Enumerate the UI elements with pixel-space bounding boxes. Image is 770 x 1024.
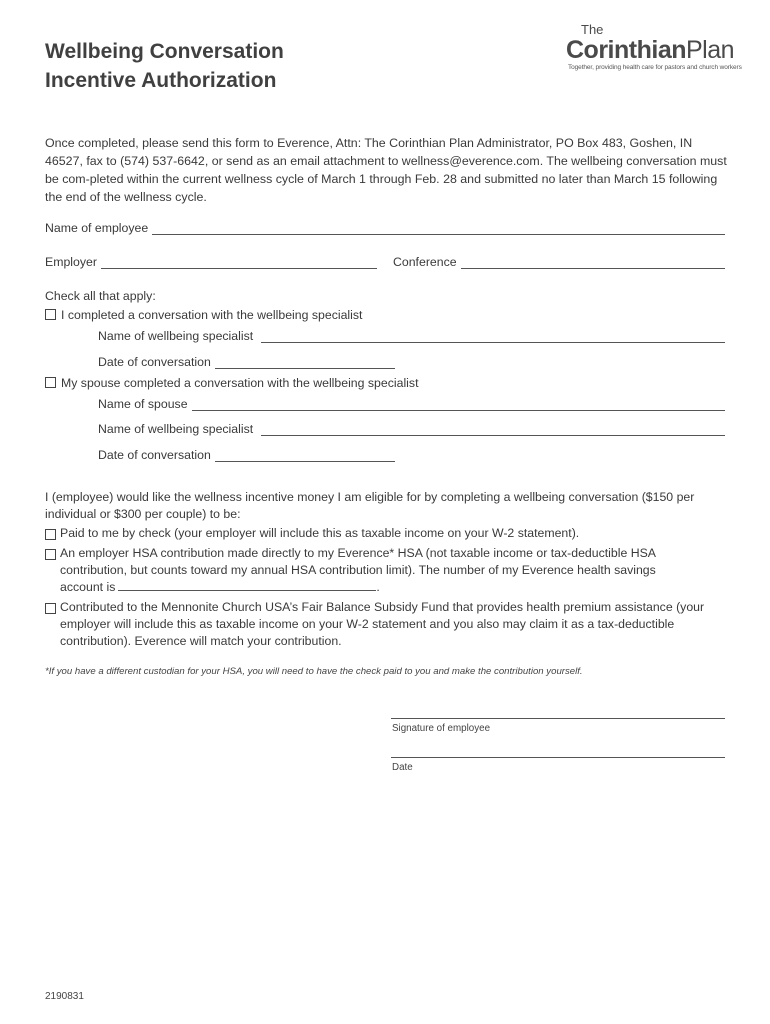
- hsa-account-number-end: .: [376, 580, 380, 594]
- spouse-date-field[interactable]: [215, 449, 395, 462]
- conference-field[interactable]: [461, 256, 725, 269]
- signature-date-field[interactable]: [391, 757, 725, 758]
- corinthian-plan-logo: [566, 22, 742, 74]
- spouse-specialist-row: [98, 422, 725, 436]
- hsa-footnote: *If you have a different custodian for your HSA, you will need to have the check paid to you and make the contribution yourself.: [45, 666, 583, 677]
- fund-contribution-checkbox[interactable]: [45, 603, 56, 614]
- form-title-line1: Wellbeing Conversation: [45, 40, 284, 63]
- intro-instructions: Once completed, please send this form to Everence, Attn: The Corinthian Plan Administrator, PO Box 483, Goshen, IN 46527, fax to (574) 537-6642, or send as an email attachment to wellness@everence.com. The wellbeing conversation must be com-pleted within the current wellness cycle of March 1 through Feb. 28 and submitted no later than March 15 following the end of the wellness cycle.: [45, 136, 727, 204]
- employee-name-field[interactable]: [152, 222, 725, 235]
- fund-contribution-label: Contributed to the Mennonite Church USA’s Fair Balance Subsidy Fund that provides health premium assistance (your employer will include this as taxable income on your W-2 statement and you also may claim it as a tax-deductible contribution). Everence will match your contribution.: [60, 600, 705, 648]
- conference-label: Conference: [393, 255, 457, 269]
- self-date-field[interactable]: [215, 356, 395, 369]
- logo-light-text: Plan: [686, 36, 735, 64]
- spouse-conversation-label: My spouse completed a conversation with the wellbeing specialist: [61, 376, 419, 390]
- spouse-specialist-field[interactable]: [261, 423, 725, 436]
- spouse-specialist-label: Name of wellbeing specialist: [98, 422, 254, 436]
- form-title: [45, 37, 284, 95]
- check-all-label: Check all that apply:: [45, 289, 156, 303]
- self-conversation-label: I completed a conversation with the wellbeing specialist: [61, 308, 363, 322]
- spouse-date-row: [98, 448, 395, 462]
- conference-row: [393, 255, 725, 269]
- spouse-date-label: Date of conversation: [98, 448, 211, 462]
- hsa-contribution-checkbox[interactable]: [45, 549, 56, 560]
- employee-name-row: [45, 221, 725, 235]
- employee-name-label: Name of employee: [45, 221, 149, 235]
- logo-the-text: The: [581, 22, 604, 37]
- check-payment-label: Paid to me by check (your employer will include this as taxable income on your W-2 statement).: [60, 526, 580, 540]
- employer-field[interactable]: [101, 256, 377, 269]
- payment-intro-text: I (employee) would like the wellness incentive money I am eligible for by completing a wellbeing conversation ($150 per individual or $300 per couple) to be:: [45, 490, 695, 521]
- check-payment-checkbox[interactable]: [45, 529, 56, 540]
- option-spouse-conversation: [45, 376, 418, 390]
- self-date-label: Date of conversation: [98, 355, 211, 369]
- employee-signature-label: Signature of employee: [392, 723, 491, 734]
- form-title-line2: Incentive Authorization: [45, 69, 277, 92]
- spouse-name-row: [98, 397, 725, 411]
- payment-intro: [45, 489, 705, 523]
- signature-date-label: Date: [392, 762, 413, 773]
- employer-row: [45, 255, 377, 269]
- hsa-contribution-label: An employer HSA contribution made directly to my Everence* HSA (not taxable income or tax-deductible HSA contribution, but counts toward my annual HSA contribution limit). The number of my Everence health savings account is: [60, 546, 656, 594]
- self-date-row: [98, 355, 395, 369]
- logo-tagline: Together, providing health care for pastors and church workers: [568, 64, 742, 71]
- self-specialist-label: Name of wellbeing specialist: [98, 329, 254, 343]
- spouse-name-label: Name of spouse: [98, 397, 188, 411]
- hsa-account-number-field[interactable]: [118, 579, 376, 591]
- option-check-payment: [45, 525, 740, 542]
- employee-signature-field[interactable]: [391, 718, 725, 719]
- spouse-name-field[interactable]: [192, 398, 725, 411]
- form-code: 2190831: [45, 991, 84, 1002]
- option-self-conversation: [45, 308, 362, 322]
- logo-bold-text: Corinthian: [566, 36, 686, 64]
- self-specialist-row: [98, 329, 725, 343]
- self-conversation-checkbox[interactable]: [45, 309, 56, 320]
- self-specialist-field[interactable]: [261, 330, 725, 343]
- employer-label: Employer: [45, 255, 97, 269]
- logo-wordmark: [566, 35, 734, 65]
- option-hsa-contribution: [45, 545, 700, 596]
- option-fund-contribution: [45, 599, 725, 650]
- spouse-conversation-checkbox[interactable]: [45, 377, 56, 388]
